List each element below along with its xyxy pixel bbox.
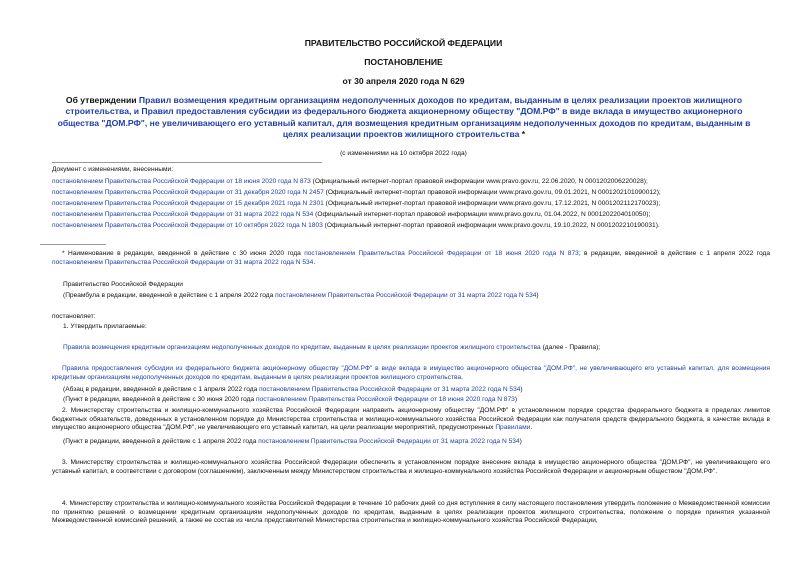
footnote-link[interactable]: постановлением Правительства Российской Федерации от 31 марта 2022 года N 534 bbox=[52, 258, 314, 266]
date-number-heading: от 30 апреля 2020 года N 629 bbox=[342, 76, 465, 86]
paragraph-1: 1. Утвердить прилагаемые: bbox=[63, 323, 147, 330]
title-asterisk: * bbox=[519, 129, 526, 140]
abzac-note-text: ) bbox=[520, 386, 523, 393]
punkt-1-note bbox=[63, 396, 517, 405]
preamble-note-text: (Преамбула в редакции, введенной в действие с 1 апреля 2022 года bbox=[63, 292, 276, 299]
title-rules-link[interactable]: Правил возмещения кредитным организациям недополученных доходов по кредитам, выданным в целях реализации проектов жилищного строительства, и Правил предоставления субсидии из федерального бюджета акционерному обществу "ДОМ.РФ" в виде вклада в имущество акционерного общества "ДОМ.РФ", не увеличивающего его уставный капитал, для возмещения кредитным организациям недополученных доходов по кредитам, выданным в целях реализации проектов жилищного строительства bbox=[57, 95, 751, 140]
punkt-1-note-text: ) bbox=[514, 396, 518, 403]
abzac-note-text: (Абзац в редакции, введенной в действие с 1 апреля 2022 года bbox=[63, 386, 260, 393]
change-item-link[interactable]: постановлением Правительства Российской Федерации от 10 октября 2022 года N 1803 bbox=[52, 222, 323, 229]
change-item bbox=[52, 189, 661, 198]
paragraph-2-text: . bbox=[530, 424, 533, 432]
punkt-2-note-text: (Пункт в редакции, введенной в действие с 1 апреля 2022 года bbox=[63, 438, 259, 445]
rules-2-link[interactable]: Правила предоставления субсидии из федерального бюджета акционерному обществу "ДОМ.РФ" в виде вклада в имущество акционерного общества "ДОМ.РФ", не увеличивающего его уставный капитал, для возмещения кредитным организациям недополученных доходов по кредитам, выданным в целях реализации проектов жилищного строительства bbox=[52, 365, 770, 381]
rules-1-item bbox=[63, 344, 600, 353]
punkt-2-note-text: ) bbox=[519, 438, 522, 445]
rules-1-link[interactable]: Правила возмещения кредитным организациям недополученных доходов по кредитам, выданным в целях реализации проектов жилищного строительства bbox=[63, 344, 541, 351]
footnote-link[interactable]: постановлением Правительства Российской Федерации от 18 июня 2020 года N 873 bbox=[304, 250, 579, 257]
change-item-link[interactable]: постановлением Правительства Российской Федерации от 15 декабря 2021 года N 2301 bbox=[52, 200, 324, 207]
preamble-note-text: ) bbox=[536, 292, 539, 299]
paragraph-2-text: 2. Министерству строительства и жилищно-коммунального хозяйства Российской Федерации направить акционерному обществу "ДОМ.РФ" в установленном порядке средства федерального бюджета в пределах лимитов бюджетных обязательств, доведенных в установленном порядке до Министерства строительства и жилищно-коммунального хозяйства Российской Федерации как получателя средств федерального бюджета, в качестве вклада в имущество акционерного общества "ДОМ.РФ", не увеличивающего его уставный капитал, на цели реализации мероприятий, предусмотренных bbox=[52, 407, 770, 432]
preamble-note bbox=[63, 292, 539, 301]
paragraph-4: 4. Министерству строительства и жилищно-коммунального хозяйства Российской Федерации в течение 10 рабочих дней со дня вступления в силу настоящего постановления утвердить положение о Межведомственной комиссии по принятию решений о возмещении кредитным организациям недополученных доходов по кредитам, выданным в целях реализации проектов жилищного строительства, положение о порядке принятия указанной Межведомственной комиссией решений, а также ее состав из числа представителей Министерства строительства и жилищно-коммунального хозяйства Российской Федерации, bbox=[52, 500, 770, 525]
edition-note: (с изменениями на 10 октября 2022 года) bbox=[340, 150, 467, 157]
abzac-note-link[interactable]: постановлением Правительства Российской Федерации от 31 марта 2022 года N 534 bbox=[259, 386, 521, 393]
punkt-2-note-link[interactable]: постановлением Правительства Российской Федерации от 31 марта 2022 года N 534 bbox=[258, 438, 520, 445]
separator-line bbox=[52, 162, 322, 163]
punkt-2-note bbox=[63, 438, 522, 447]
changes-heading: Документ с изменениями, внесенными: bbox=[52, 166, 174, 173]
change-item-source: (Официальный интернет-портал правовой информации www.pravo.gov.ru, 01.04.2022, N 0001202204010050); bbox=[313, 211, 651, 218]
preamble-note-link[interactable]: постановлением Правительства Российской Федерации от 31 марта 2022 года N 534 bbox=[275, 292, 537, 299]
rules-2-item bbox=[52, 365, 770, 382]
document-title bbox=[52, 95, 756, 141]
punkt-1-note-text: (Пункт в редакции, введенной в действие с 30 июня 2020 года bbox=[63, 396, 256, 403]
change-item-link[interactable]: постановлением Правительства Российской Федерации от 31 декабря 2020 года N 2457 bbox=[52, 189, 324, 196]
change-item bbox=[52, 178, 648, 187]
government-heading: ПРАВИТЕЛЬСТВО РОССИЙСКОЙ ФЕДЕРАЦИИ bbox=[304, 38, 503, 48]
document-type-heading: ПОСТАНОВЛЕНИЕ bbox=[364, 57, 443, 67]
change-item-source: (Официальный интернет-портал правовой информации www.pravo.gov.ru, 19.10.2022, N 0001202210190031). bbox=[322, 222, 660, 229]
title-prefix: Об утверждении bbox=[65, 95, 139, 105]
rules-1-suffix: (далее - Правила); bbox=[540, 344, 601, 351]
footnote-text: . bbox=[313, 258, 316, 266]
footnote bbox=[52, 250, 770, 267]
change-item bbox=[52, 200, 660, 209]
preamble-text: Правительство Российской Федерации bbox=[63, 281, 183, 288]
footnote-separator bbox=[40, 244, 106, 245]
change-item bbox=[52, 211, 650, 220]
punkt-1-note-link[interactable]: постановлением Правительства Российской Федерации от 18 июня 2020 года N 873 bbox=[255, 396, 515, 403]
change-item-link[interactable]: постановлением Правительства Российской Федерации от 31 марта 2022 года N 534 bbox=[52, 211, 314, 218]
footnote-text: * Наименование в редакции, введенной в действие с 30 июня 2020 года bbox=[62, 250, 305, 257]
paragraph-2 bbox=[52, 407, 770, 433]
change-item bbox=[52, 222, 660, 231]
abzac-note bbox=[63, 386, 523, 395]
change-item-source: (Официальный интернет-портал правовой информации www.pravo.gov.ru, 09.01.2021, N 0001202101090012); bbox=[323, 189, 661, 196]
paragraph-2-link[interactable]: Правилами bbox=[495, 424, 531, 432]
change-item-source: (Официальный интернет-портал правовой информации www.pravo.gov.ru, 22.06.2020, N 0001202006220028); bbox=[310, 178, 648, 185]
change-item-source: (Официальный интернет-портал правовой информации www.pravo.gov.ru, 17.12.2021, N 0001202112170023); bbox=[323, 200, 661, 207]
change-item-link[interactable]: постановлением Правительства Российской Федерации от 18 июня 2020 года N 873 bbox=[52, 178, 311, 185]
paragraph-3: 3. Министерству строительства и жилищно-коммунального хозяйства Российской Федерации обеспечить в установленном порядке внесение вклада в имущество акционерного общества "ДОМ.РФ", не увеличивающего его уставный капитал, в соответствии с договором (соглашением), заключенным между Министерством строительства и жилищно-коммунального хозяйства Российской Федерации и акционерным обществом "ДОМ.РФ". bbox=[52, 459, 770, 475]
footnote-text: ; в редакции, введенной в действие с 1 апреля 2022 года bbox=[578, 250, 770, 257]
postanovlyaet-text: постановляет: bbox=[52, 313, 96, 320]
rules-2-suffix: . bbox=[461, 373, 463, 381]
